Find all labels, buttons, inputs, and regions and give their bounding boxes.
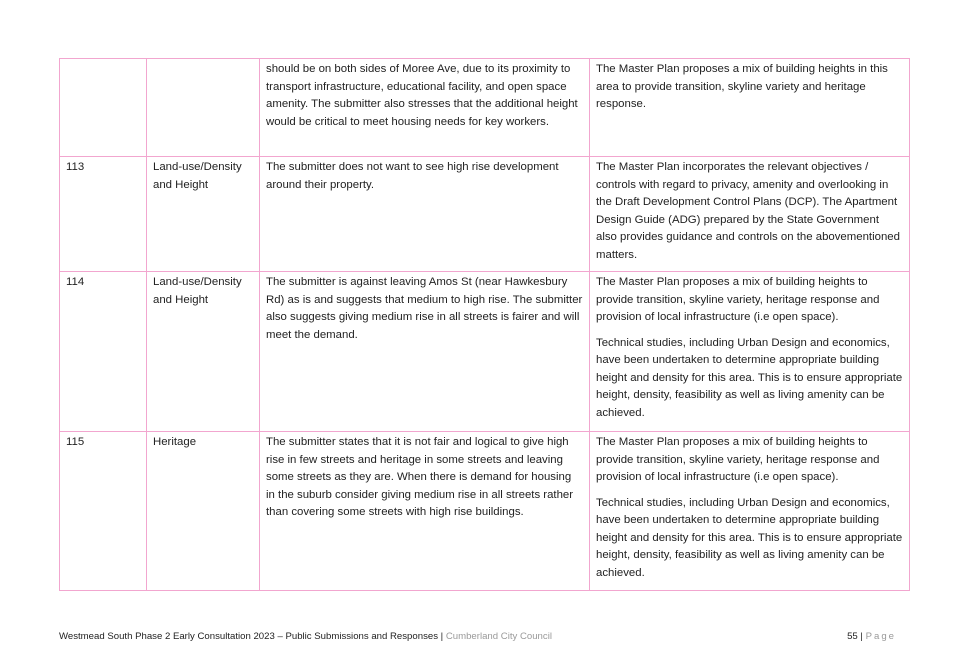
- submission-id-cell: 114: [60, 272, 147, 432]
- response-cell: [590, 272, 910, 432]
- submission-cell: The submitter is against leaving Amos St (near Hawkesbury Rd) as is and suggests that medium to high rise. The submitter also suggests giving medium rise in all streets is fairer and will meet the demand.: [260, 272, 590, 432]
- table-row: [60, 59, 910, 157]
- footer-separator: |: [440, 631, 444, 642]
- topic-cell: Land-use/Density and Height: [147, 272, 260, 432]
- submission-cell: The submitter does not want to see high rise development around their property.: [260, 157, 590, 272]
- page-separator: |: [860, 631, 863, 642]
- response-paragraph: Technical studies, including Urban Design and economics, have been undertaken to determine appropriate building height and density for this area. This is to ensure appropriate height, density, feasibility as well as living amenity can be achieved.: [596, 336, 903, 419]
- response-paragraph: The Master Plan proposes a mix of building heights to provide transition, skyline variety, heritage response and provision of local infrastructure (i.e open space).: [596, 276, 880, 323]
- footer-council-name: Cumberland City Council: [445, 631, 552, 642]
- submission-id-cell: [60, 59, 147, 157]
- submission-id-cell: 113: [60, 157, 147, 272]
- topic-cell: [147, 59, 260, 157]
- response-paragraph: The Master Plan proposes a mix of building heights to provide transition, skyline variety, heritage response and provision of local infrastructure (i.e open space).: [596, 436, 880, 483]
- submission-id-cell: 115: [60, 432, 147, 591]
- response-paragraph: Technical studies, including Urban Design and economics, have been undertaken to determine appropriate building height and density for this area. This is to ensure appropriate height, density, feasibility as well as living amenity can be achieved.: [596, 496, 903, 579]
- response-paragraph: The Master Plan incorporates the relevant objectives / controls with regard to privacy, amenity and overlooking in the Draft Development Control Plans (DCP). The Apartment Design Guide (ADG) prepared by the State Government also provides guidance and controls on the abovementioned matters.: [596, 161, 900, 261]
- page-label: Page: [865, 631, 896, 642]
- submission-cell: The submitter states that it is not fair and logical to give high rise in few streets and heritage in some streets and leaving some streets as they are. When there is demand for housing in the suburb consider giving medium rise in all streets rather than covering some streets with high rise buildings.: [260, 432, 590, 591]
- response-cell: [590, 59, 910, 157]
- page-number: 55: [847, 631, 858, 642]
- table-row: [60, 272, 910, 432]
- table-row: [60, 432, 910, 591]
- page-indicator: [847, 631, 896, 642]
- response-cell: [590, 432, 910, 591]
- submissions-table: [59, 58, 910, 591]
- response-paragraph: The Master Plan proposes a mix of building heights in this area to provide transition, skyline variety and heritage response.: [596, 63, 888, 110]
- footer-document-title: Westmead South Phase 2 Early Consultation 2023 – Public Submissions and Responses: [59, 631, 438, 642]
- page-footer: [59, 631, 910, 642]
- submission-cell: should be on both sides of Moree Ave, due to its proximity to transport infrastructure, educational facility, and open space amenity. The submitter also stresses that the additional height would be critical to meet housing needs for key workers.: [260, 59, 590, 157]
- response-cell: [590, 157, 910, 272]
- table-row: [60, 157, 910, 272]
- topic-cell: Land-use/Density and Height: [147, 157, 260, 272]
- topic-cell: Heritage: [147, 432, 260, 591]
